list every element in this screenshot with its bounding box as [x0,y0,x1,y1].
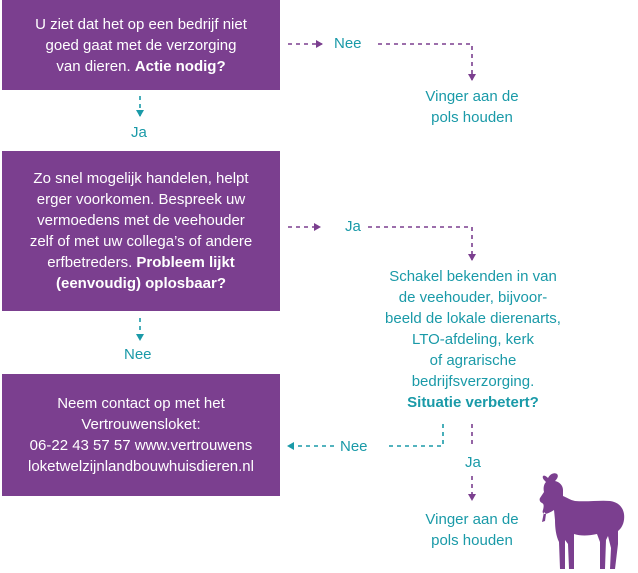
box2-question-part-1: Probleem lijkt [136,254,235,271]
schakel-line-6: bedrijfsverzorging. [411,373,535,390]
schakel-question [378,392,568,413]
box3-line-1: Neem contact op met het [57,395,225,412]
label-ja-bottom: Ja [465,454,481,471]
box1-line-3 [56,56,225,77]
label-nee-top: Nee [334,35,362,52]
box1-question: Actie nodig? [134,57,226,75]
contact-box-vertrouwensloket [2,374,280,496]
box2-line-5 [47,252,235,273]
outcome-top-line-1: Vinger aan de [425,88,519,105]
label-ja-right: Ja [345,218,361,235]
box2-question-part-2: (eenvoudig) oplosbaar? [55,275,226,292]
box2-line-4: zelf of met uw collega’s of andere [29,233,253,250]
box2-line-1: Zo snel mogelijk handelen, helpt [33,170,249,187]
arrow-schakel-to-nee [386,424,443,446]
box2-line-2: erger voorkomen. Bespreek uw [36,191,246,208]
box1-line-1: U ziet dat het op een bedrijf niet [35,15,247,33]
schakel-question-text: Situatie verbetert? [407,394,539,411]
label-nee-mid: Nee [124,346,152,363]
box2-line-5-plain: erfbetreders. [47,254,137,271]
label-ja-1: Ja [131,124,147,141]
outcome-bottom-line-2: pols houden [431,532,513,549]
goat-icon [530,470,630,570]
schakel-bekenden-block [378,266,568,413]
box1-line-2: goed gaat met de verzorging [45,36,237,54]
box1-line-3-plain: van dieren. [56,57,135,75]
outcome-vinger-bottom [412,509,532,551]
schakel-line-2: de veehouder, bijvoor- [398,289,548,306]
outcome-bottom-line-1: Vinger aan de [425,511,519,528]
box3-line-3: 06-22 43 57 57 www.vertrouwens [29,437,253,454]
schakel-line-3: beeld de lokale dierenarts, [385,310,561,327]
schakel-line-1: Schakel bekenden in van [389,268,557,285]
box2-line-3: vermoedens met de veehouder [37,212,245,229]
arrow-nee-to-vinger-top [378,44,472,80]
box3-line-2: Vertrouwensloket: [81,416,201,433]
schakel-line-4: LTO-afdeling, kerk [412,331,534,348]
box3-line-4: loketwelzijnlandbouwhuisdieren.nl [28,458,254,475]
box2-line-6 [56,273,226,294]
question-box-actie-nodig [2,0,280,90]
arrow-ja-to-schakel [368,227,472,260]
question-box-probleem-oplosbaar [2,151,280,311]
outcome-top-line-2: pols houden [431,109,513,126]
schakel-line-5: of agrarische [429,352,517,369]
label-nee-bottom: Nee [340,438,368,455]
outcome-vinger-top [412,86,532,128]
